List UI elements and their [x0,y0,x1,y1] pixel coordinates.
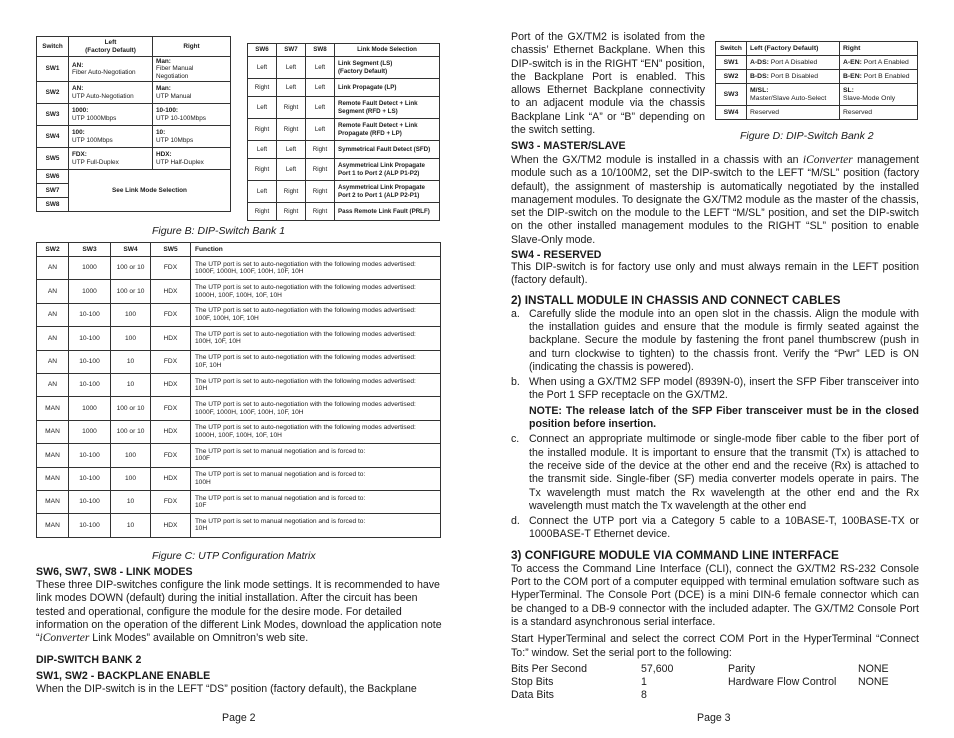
bank2-right-mode: A-EN: [843,58,862,66]
utp-setting-cell: FDX [151,350,191,373]
utp-setting-cell: MAN [37,514,69,537]
utp-header-row [37,243,441,257]
utp-function-cell: The UTP port is set to manual negotiation and is forced to: 100F [191,444,441,467]
linkmode-position-cell: Left [277,159,306,181]
utp-setting-cell: AN [37,350,69,373]
utp-function-cell: The UTP port is set to auto-negotiation with the following modes advertised: 100H, 10F, 10H [191,327,441,350]
bank2-left-desc: Port B Disabled [768,72,819,80]
linkmode-selection-cell: Asymmetrical Link Propagate Port 1 to Port 2 (ALP P1-P2) [335,159,440,181]
utp-setting-cell: HDX [151,280,191,303]
linkmode-position-cell: Left [248,57,277,79]
utp-setting-cell: FDX [151,444,191,467]
linkmode-row [248,97,440,119]
utp-setting-cell: AN [37,327,69,350]
bank2-heading: DIP-SWITCH BANK 2 [36,654,142,667]
utp-row [37,280,441,303]
linkmode-header: Link Mode Selection [335,44,440,57]
utp-setting-cell: MAN [37,490,69,513]
cli-paragraph-2: Start HyperTerminal and select the correct COM Port in the HyperTerminal “Connect To:” window. Set the serial port to the following: [511,633,919,659]
linkmode-row [248,79,440,97]
bank1-right-cell [153,82,231,104]
serial-setting-cell: 8 [641,688,647,701]
utp-setting-cell: 1000 [69,397,111,420]
bank2-right-desc: Port B Enabled [861,72,910,80]
sw12-heading: SW1, SW2 - BACKPLANE ENABLE [36,670,211,683]
bank2-left-desc: Reserved [750,108,780,116]
utp-setting-cell: AN [37,257,69,280]
sw3-text-1: When the GX/TM2 module is installed in a chassis with an [511,154,803,166]
bank1-row [37,148,231,170]
serial-setting-cell: Hardware Flow Control [728,675,837,688]
linkmode-position-cell: Right [277,119,306,141]
serial-setting-cell [858,689,918,702]
bank2-right-desc: Slave-Mode Only [843,94,896,102]
bank1-left-cell [69,148,153,170]
linkmode-position-cell: Left [306,79,335,97]
bank2-row [716,106,918,120]
bank1-header: Right [153,37,231,57]
bank2-header: Left (Factory Default) [747,42,840,56]
utp-function-cell: The UTP port is set to manual negotiation and is forced to: 10H [191,514,441,537]
utp-row [37,350,441,373]
right-text-column [511,154,919,702]
bank1-left-desc: UTP Auto-Negotiation [72,92,134,100]
sw3-heading: SW3 - MASTER/SLAVE [511,140,626,152]
utp-setting-cell: FDX [151,397,191,420]
link-modes-paragraph [36,579,442,645]
bank2-header-row [716,42,918,56]
bank1-switch-cell: SW2 [37,82,69,104]
bank1-row [37,126,231,148]
utp-setting-cell: 10-100 [69,303,111,326]
bank2-left-cell [747,70,840,84]
linkmode-position-cell: Right [248,119,277,141]
bank2-switch-cell: SW3 [716,84,747,106]
utp-row [37,444,441,467]
backplane-port-paragraph: Port of the GX/TM2 is isolated from the chassis’ Ethernet Backplane. When this DIP-switch is in the RIGHT “EN” position, the Backplane Port is enabled. This allows Ethernet Backplane connectivity to an adjacent module via the chassis Backplane Link “A” or “B” depending on the switch setting. [511,31,705,137]
link-mode-table [247,43,440,221]
utp-header: SW2 [37,243,69,257]
linkmode-selection-cell: Link Segment (LS) (Factory Default) [335,57,440,79]
iconverter-brand: iConverter [39,632,90,645]
install-item-b: b. When using a GX/TM2 SFP model (8939N-0), insert the SFP Fiber transceiver into the Port 1 SFP receptacle on the GX/TM2. [511,376,919,402]
install-item-a-text: Carefully slide the module into an open slot in the chassis. Align the module with the installation guides and ensure that the module is firmly seated against the backplane. Secure the module by fastening the front panel thumbscrew (push in and turn clockwise to tighten) to the chassis front. Verify the “Pwr” LED is ON (indicating the chassis is powered). [529,307,919,373]
utp-header: SW4 [111,243,151,257]
linkmode-row [248,119,440,141]
bank1-switch-cell: SW8 [37,198,69,212]
utp-setting-cell: 10-100 [69,467,111,490]
sw12-paragraph: When the DIP-switch is in the LEFT “DS” position (factory default), the Backplane [36,683,417,696]
cli-paragraph-1: To access the Command Line Interface (CLI), connect the GX/TM2 RS-232 Console Port to the COM port of a computer equipped with terminal emulation software such as HyperTerminal. The Console Port (DCE) is a mini DIN-6 female connector which can be changed to a DB-9 connector with the included adapter. The GX/TM2 Console Port is a standard asynchronous serial interface. [511,562,919,628]
serial-setting-cell: NONE [858,675,889,688]
bank2-row [716,84,918,106]
bank1-right-mode: 10-100: [156,107,179,115]
utp-setting-cell: 100 or 10 [111,257,151,280]
utp-row [37,467,441,490]
utp-setting-cell: 10-100 [69,373,111,396]
install-item-d-text: Connect the UTP port via a Category 5 cable to a 10BASE-T, 100BASE-TX or 1000BASE-T Ethernet device. [529,515,919,541]
bank2-row [716,56,918,70]
linkmode-position-cell: Right [248,159,277,181]
install-item-a: a. Carefully slide the module into an open slot in the chassis. Align the module with the installation guides and ensure that the module is firmly seated against the backplane. Secure the module by fastening the front panel thumbscrew (push in and turn clockwise to tighten) to the chassis front. Verify the “Pwr” LED is ON (indicating the chassis is powered). [511,307,919,373]
utp-setting-cell: MAN [37,467,69,490]
bank1-switch-cell: SW3 [37,104,69,126]
linkmode-position-cell: Right [306,203,335,221]
utp-setting-cell: HDX [151,514,191,537]
bank2-right-desc: Port A Enabled [861,58,909,66]
bank1-right-desc: UTP 10Mbps [156,136,194,144]
utp-setting-cell: 100 or 10 [111,397,151,420]
link-modes-text-2: Link Modes” available on Omnitron’s web site. [89,632,309,645]
utp-function-cell: The UTP port is set to auto-negotiation with the following modes advertised: 1000H, 100F, 100H, 10F, 10H [191,280,441,303]
utp-setting-cell: 10 [111,490,151,513]
bank2-right-cell [840,106,918,120]
bank1-left-desc: UTP 100Mbps [72,136,113,144]
utp-function-cell: The UTP port is set to auto-negotiation with the following modes advertised: 10H [191,373,441,396]
bank1-link-mode-note: See Link Mode Selection [69,170,231,212]
linkmode-position-cell: Right [277,181,306,203]
linkmode-header: SW7 [277,44,306,57]
bank1-right-desc: UTP 10-100Mbps [156,114,206,122]
linkmode-selection-cell: Asymmetrical Link Propagate Port 2 to Port 1 (ALP P2-P1) [335,181,440,203]
utp-setting-cell: MAN [37,444,69,467]
utp-setting-cell: HDX [151,420,191,443]
linkmode-position-cell: Right [306,159,335,181]
linkmode-position-cell: Left [277,79,306,97]
linkmode-position-cell: Right [306,181,335,203]
install-item-c: c. Connect an appropriate multimode or single-mode fiber cable to the fiber port of the installed module. It is important to ensure that the transmit (Tx) is attached to the receive side of the device at the other end and the receive (Rx) is attached to the transmit side. Single-fiber (SF) media converter models operate in pairs. The Tx wavelength must match the Rx wavelength at the other end and the Rx wavelength must match the Tx wavelength at the other end [511,433,919,512]
utp-header: SW5 [151,243,191,257]
bank1-switch-cell: SW6 [37,170,69,184]
bank2-right-desc: Reserved [843,108,873,116]
serial-setting-cell: NONE [858,662,889,675]
linkmode-position-cell: Left [248,97,277,119]
linkmode-selection-cell: Symmetrical Fault Detect (SFD) [335,141,440,159]
utp-setting-cell: 10-100 [69,490,111,513]
utp-setting-cell: 10-100 [69,350,111,373]
bank1-right-mode: HDX: [156,151,172,159]
utp-setting-cell: 100 or 10 [111,420,151,443]
bank1-left-cell [69,104,153,126]
figure-b-caption: Figure B: DIP-Switch Bank 1 [152,225,286,237]
link-modes-heading: SW6, SW7, SW8 - LINK MODES [36,566,193,578]
linkmode-selection-cell: Link Propagate (LP) [335,79,440,97]
linkmode-position-cell: Right [248,203,277,221]
linkmode-selection-cell: Remote Fault Detect + Link Propagate (RFD + LP) [335,119,440,141]
utp-setting-cell: 10 [111,514,151,537]
cli-heading: 3) CONFIGURE MODULE VIA COMMAND LINE INTERFACE [511,547,839,562]
utp-function-cell: The UTP port is set to manual negotiation and is forced to: 10F [191,490,441,513]
utp-setting-cell: FDX [151,303,191,326]
sw4-paragraph: This DIP-switch is for factory use only and must always remain in the LEFT position (factory default). [511,261,919,287]
serial-setting-cell: Parity [728,662,756,675]
bank1-left-mode: AN: [72,61,84,69]
bank1-switch-cell: SW5 [37,148,69,170]
linkmode-position-cell: Left [306,57,335,79]
bank1-right-cell [153,126,231,148]
utp-function-cell: The UTP port is set to auto-negotiation with the following modes advertised: 100F, 100H, 10F, 10H [191,303,441,326]
utp-header: SW3 [69,243,111,257]
linkmode-row [248,57,440,79]
bank1-left-cell [69,82,153,104]
bank1-right-desc: UTP Manual [156,92,192,100]
dip-switch-bank1-table [36,36,231,212]
utp-setting-cell: 100 [111,303,151,326]
utp-setting-cell: 100 [111,444,151,467]
bank2-right-cell [840,56,918,70]
page-number-left: Page 2 [222,712,256,724]
utp-row [37,397,441,420]
linkmode-header: SW6 [248,44,277,57]
bank1-left-mode: AN: [72,85,84,93]
install-item-d: d. Connect the UTP port via a Category 5 cable to a 10BASE-T, 100BASE-TX or 1000BASE-T Ethernet device. [511,515,919,541]
linkmode-selection-cell: Pass Remote Link Fault (PRLF) [335,203,440,221]
utp-setting-cell: 100 [111,467,151,490]
bank2-header: Right [840,42,918,56]
bank2-left-mode: M/SL: [750,86,769,94]
bank2-left-cell [747,106,840,120]
bank2-right-cell [840,84,918,106]
bank2-left-mode: A-DS: [750,58,769,66]
utp-setting-cell: FDX [151,257,191,280]
bank1-right-cell [153,57,231,82]
utp-row [37,420,441,443]
bank2-left-desc: Port A Disabled [768,58,818,66]
linkmode-position-cell: Left [248,141,277,159]
linkmode-row [248,181,440,203]
utp-setting-cell: 10-100 [69,444,111,467]
bank1-right-desc: Fiber Manual Negotiation [156,65,194,80]
linkmode-position-cell: Right [277,97,306,119]
utp-row [37,327,441,350]
bank1-right-cell [153,104,231,126]
bank1-left-desc: Fiber Auto-Negotiation [72,69,136,77]
bank2-switch-cell: SW4 [716,106,747,120]
sw3-text-2: management module such as a 10/100M2, set the DIP-switch to the LEFT “M/SL” position (factory default), the assignment of mastership is automatically negotiated by the installed management modules. To designate the GX/TM2 module as the master of the chassis, set the DIP-switch on the module to the LEFT “M/SL” position, and set the DIP-switch on the other installed management modules to the RIGHT “SL” position to enable Slave-Only mode. [511,154,919,246]
bank1-left-desc: UTP Full-Duplex [72,158,119,166]
serial-setting-cell: Bits Per Second [511,662,587,675]
bank1-right-mode: 10: [156,129,166,137]
linkmode-header: SW8 [306,44,335,57]
bank1-left-mode: 1000: [72,107,89,115]
bank1-left-mode: 100: [72,129,85,137]
bank2-header: Switch [716,42,747,56]
linkmode-position-cell: Left [306,97,335,119]
bank1-header-row [37,37,231,57]
bank2-left-mode: B-DS: [750,72,769,80]
bank1-left-cell [69,57,153,82]
utp-setting-cell: 1000 [69,257,111,280]
utp-setting-cell: 10 [111,350,151,373]
dip-switch-bank2-table [715,41,918,120]
utp-setting-cell: AN [37,373,69,396]
linkmode-selection-cell: Remote Fault Detect + Link Segment (RFD + LS) [335,97,440,119]
linkmode-row [248,141,440,159]
utp-setting-cell: HDX [151,467,191,490]
utp-function-cell: The UTP port is set to auto-negotiation with the following modes advertised: 10F, 10H [191,350,441,373]
utp-function-cell: The UTP port is set to auto-negotiation with the following modes advertised: 1000F, 1000H, 100F, 100H, 10F, 10H [191,397,441,420]
utp-row [37,257,441,280]
bank1-left-mode: FDX: [72,151,87,159]
page-number-right: Page 3 [697,712,731,724]
linkmode-position-cell: Left [277,141,306,159]
sw4-heading: SW4 - RESERVED [511,249,602,262]
bank1-header: Switch [37,37,69,57]
utp-setting-cell: AN [37,280,69,303]
linkmode-position-cell: Left [277,57,306,79]
bank2-right-mode: B-EN: [843,72,862,80]
bank2-right-cell [840,70,918,84]
utp-setting-cell: HDX [151,373,191,396]
install-item-c-text: Connect an appropriate multimode or single-mode fiber cable to the fiber port of the installed module. It is important to ensure that the transmit (Tx) is attached to the receive side of the device at the other end and the receive (Rx) is attached to the transmit side. Single-fiber (SF) media converter models operate in pairs. The Tx wavelength must match the Rx wavelength at the other end and the Rx wavelength must match the Tx wavelength at the other end [529,433,919,512]
utp-setting-cell: 100 [111,327,151,350]
bank1-row [37,57,231,82]
utp-row [37,373,441,396]
utp-header: Function [191,243,441,257]
iconverter-brand: iConverter [802,154,853,166]
utp-setting-cell: 1000 [69,420,111,443]
utp-function-cell: The UTP port is set to auto-negotiation with the following modes advertised: 1000F, 1000H, 100F, 100H, 10F, 10H [191,257,441,280]
left-text-column [36,566,442,697]
bank1-right-desc: UTP Half-Duplex [156,158,204,166]
link-modes-text-1: These three DIP-switches configure the link mode settings. It is recommended to have link modes DOWN (default) during the initial installation. After the circuit has been tested and operational, configure the module for the desire mode. For detailed information on the operation of the different Link Modes, download the application note “ [36,579,442,645]
utp-setting-cell: 1000 [69,280,111,303]
utp-setting-cell: 100 or 10 [111,280,151,303]
bank1-left-desc: UTP 1000Mbps [72,114,117,122]
linkmode-row [248,203,440,221]
serial-setting-cell: 57,600 [641,662,674,675]
bank1-switch-cell: SW7 [37,184,69,198]
bank1-header: Left (Factory Default) [69,37,153,57]
bank2-left-cell [747,84,840,106]
serial-settings [511,663,919,702]
install-item-b-text: When using a GX/TM2 SFP model (8939N-0), insert the SFP Fiber transceiver into the Port 1 SFP receptacle on the GX/TM2. [529,376,919,402]
install-note: NOTE: The release latch of the SFP Fiber transceiver must be in the closed position before insertion. [529,404,919,431]
linkmode-position-cell: Right [277,203,306,221]
utp-setting-cell: AN [37,303,69,326]
serial-setting-cell: Data Bits [511,688,554,701]
serial-setting-cell: Stop Bits [511,675,554,688]
install-heading: 2) INSTALL MODULE IN CHASSIS AND CONNECT CABLES [511,292,841,307]
linkmode-position-cell: Right [306,141,335,159]
bank2-left-desc: Master/Slave Auto-Select [750,94,827,102]
linkmode-position-cell: Right [248,79,277,97]
bank2-row [716,70,918,84]
sw3-paragraph [511,154,919,247]
utp-setting-cell: HDX [151,327,191,350]
serial-setting-cell: 1 [641,675,647,688]
bank1-switch-cell: SW1 [37,57,69,82]
bank2-left-cell [747,56,840,70]
figure-c-caption: Figure C: UTP Configuration Matrix [152,550,316,562]
utp-setting-cell: 10-100 [69,514,111,537]
serial-setting-cell [728,689,858,702]
bank2-switch-cell: SW2 [716,70,747,84]
utp-row [37,514,441,537]
utp-function-cell: The UTP port is set to manual negotiation and is forced to: 100H [191,467,441,490]
linkmode-row [248,159,440,181]
bank2-switch-cell: SW1 [716,56,747,70]
linkmode-header-row [248,44,440,57]
bank1-right-mode: Man: [156,58,171,65]
utp-row [37,303,441,326]
bank1-right-mode: Man: [156,85,171,93]
utp-setting-cell: 10 [111,373,151,396]
utp-config-matrix [36,242,441,538]
utp-row [37,490,441,513]
figure-d-caption: Figure D: DIP-Switch Bank 2 [740,130,874,142]
utp-setting-cell: 10-100 [69,327,111,350]
linkmode-position-cell: Left [248,181,277,203]
bank1-left-cell [69,126,153,148]
utp-function-cell: The UTP port is set to auto-negotiation with the following modes advertised: 1000H, 100F, 100H, 10F, 10H [191,420,441,443]
bank1-row [37,170,231,184]
linkmode-position-cell: Left [306,119,335,141]
bank1-row [37,82,231,104]
utp-setting-cell: FDX [151,490,191,513]
bank1-switch-cell: SW4 [37,126,69,148]
bank1-row [37,104,231,126]
utp-setting-cell: MAN [37,397,69,420]
bank2-right-mode: SL: [843,86,854,94]
utp-setting-cell: MAN [37,420,69,443]
bank1-right-cell [153,148,231,170]
